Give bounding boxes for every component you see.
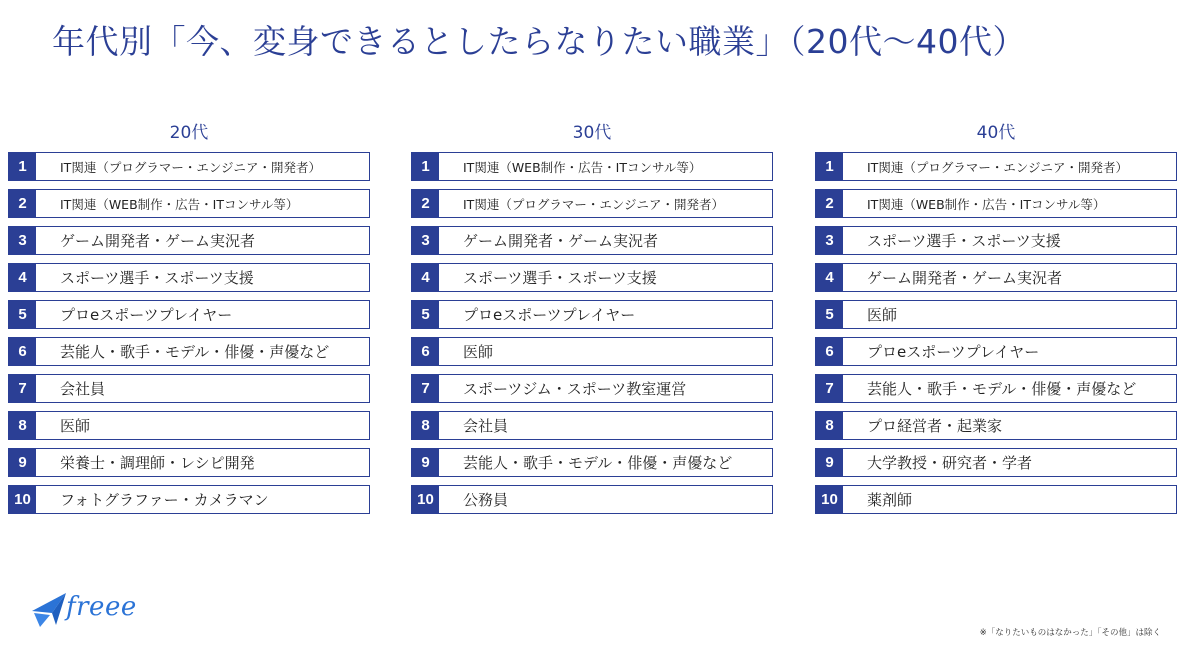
- ranking-row: [815, 189, 1177, 218]
- rank-badge: 7: [412, 375, 439, 402]
- job-label: IT関連（WEB制作・広告・ITコンサル等）: [60, 196, 299, 212]
- job-label: 医師: [867, 306, 898, 324]
- job-label: スポーツ選手・スポーツ支援: [867, 232, 1061, 250]
- rank-badge: 2: [9, 190, 36, 217]
- job-label: 芸能人・歌手・モデル・俳優・声優など: [60, 343, 330, 361]
- ranking-row: [815, 152, 1177, 181]
- ranking-row: [815, 300, 1177, 329]
- freee-logo: [30, 585, 137, 629]
- job-label: ゲーム開発者・ゲーム実況者: [463, 232, 659, 250]
- ranking-row: [8, 189, 370, 218]
- ranking-row: [8, 337, 370, 366]
- rank-badge: 3: [9, 227, 36, 254]
- ranking-row: [8, 152, 370, 181]
- ranking-list: [411, 152, 773, 514]
- job-label: IT関連（WEB制作・広告・ITコンサル等）: [867, 196, 1106, 212]
- job-label: ゲーム開発者・ゲーム実況者: [60, 232, 256, 250]
- ranking-row: [411, 300, 773, 329]
- logo-text: freee: [66, 592, 137, 622]
- ranking-row: [815, 485, 1177, 514]
- rank-badge: 10: [9, 486, 36, 513]
- rank-badge: 10: [412, 486, 439, 513]
- rank-badge: 10: [816, 486, 843, 513]
- ranking-row: [815, 263, 1177, 292]
- job-label: スポーツジム・スポーツ教室運営: [463, 380, 687, 398]
- column-heading: 40代: [976, 123, 1016, 143]
- job-label: 芸能人・歌手・モデル・俳優・声優など: [867, 380, 1137, 398]
- ranking-row: [411, 374, 773, 403]
- paper-plane-bird-icon: [30, 585, 70, 629]
- ranking-row: [411, 411, 773, 440]
- rank-badge: 1: [412, 153, 439, 180]
- ranking-row: [411, 152, 773, 181]
- rank-badge: 6: [412, 338, 439, 365]
- job-label: 芸能人・歌手・モデル・俳優・声優など: [463, 454, 733, 472]
- rank-badge: 8: [9, 412, 36, 439]
- column-30s: [411, 118, 773, 514]
- ranking-list: [815, 152, 1177, 514]
- column-heading: 30代: [572, 123, 612, 143]
- column-heading: 20代: [169, 123, 209, 143]
- rank-badge: 6: [9, 338, 36, 365]
- page-title: 年代別「今、変身できるとしたらなりたい職業」（20代～40代）: [52, 22, 1026, 61]
- job-label: 公務員: [463, 491, 509, 509]
- rank-badge: 5: [412, 301, 439, 328]
- rank-badge: 8: [816, 412, 843, 439]
- job-label: 会社員: [463, 417, 509, 435]
- job-label: 医師: [60, 417, 91, 435]
- rank-badge: 3: [816, 227, 843, 254]
- column-40s: [815, 118, 1177, 514]
- ranking-row: [815, 337, 1177, 366]
- rank-badge: 9: [9, 449, 36, 476]
- job-label: IT関連（プログラマー・エンジニア・開発者）: [60, 159, 322, 175]
- rank-badge: 5: [816, 301, 843, 328]
- job-label: フォトグラファー・カメラマン: [60, 491, 269, 509]
- rank-badge: 2: [816, 190, 843, 217]
- ranking-row: [8, 374, 370, 403]
- rank-badge: 8: [412, 412, 439, 439]
- job-label: IT関連（プログラマー・エンジニア・開発者）: [463, 196, 725, 212]
- rank-badge: 2: [412, 190, 439, 217]
- rank-badge: 5: [9, 301, 36, 328]
- column-20s: [8, 118, 370, 514]
- footnote: ※「なりたいものはなかった」「その他」は除く: [979, 628, 1161, 638]
- ranking-row: [8, 485, 370, 514]
- job-label: プロ経営者・起業家: [867, 417, 1003, 435]
- rank-badge: 9: [412, 449, 439, 476]
- ranking-row: [411, 189, 773, 218]
- rank-badge: 1: [816, 153, 843, 180]
- ranking-row: [8, 411, 370, 440]
- job-label: プロeスポーツプレイヤー: [463, 306, 636, 324]
- ranking-row: [8, 448, 370, 477]
- ranking-row: [411, 485, 773, 514]
- job-label: IT関連（プログラマー・エンジニア・開発者）: [867, 159, 1129, 175]
- rank-badge: 4: [9, 264, 36, 291]
- job-label: プロeスポーツプレイヤー: [867, 343, 1040, 361]
- job-label: 栄養士・調理師・レシピ開発: [60, 454, 255, 472]
- job-label: ゲーム開発者・ゲーム実況者: [867, 269, 1063, 287]
- rank-badge: 9: [816, 449, 843, 476]
- ranking-row: [815, 448, 1177, 477]
- ranking-row: [8, 300, 370, 329]
- rank-badge: 6: [816, 338, 843, 365]
- ranking-list: [8, 152, 370, 514]
- job-label: IT関連（WEB制作・広告・ITコンサル等）: [463, 159, 702, 175]
- job-label: 医師: [463, 343, 494, 361]
- rank-badge: 1: [9, 153, 36, 180]
- ranking-row: [411, 337, 773, 366]
- rank-badge: 7: [816, 375, 843, 402]
- ranking-row: [815, 374, 1177, 403]
- ranking-row: [411, 448, 773, 477]
- job-label: 会社員: [60, 380, 106, 398]
- ranking-row: [8, 226, 370, 255]
- ranking-row: [411, 263, 773, 292]
- job-label: スポーツ選手・スポーツ支援: [463, 269, 657, 287]
- ranking-row: [411, 226, 773, 255]
- rank-badge: 3: [412, 227, 439, 254]
- ranking-row: [815, 226, 1177, 255]
- job-label: 薬剤師: [867, 491, 913, 509]
- rank-badge: 4: [816, 264, 843, 291]
- ranking-row: [8, 263, 370, 292]
- job-label: プロeスポーツプレイヤー: [60, 306, 233, 324]
- ranking-row: [815, 411, 1177, 440]
- job-label: スポーツ選手・スポーツ支援: [60, 269, 254, 287]
- rank-badge: 4: [412, 264, 439, 291]
- job-label: 大学教授・研究者・学者: [867, 454, 1033, 472]
- rank-badge: 7: [9, 375, 36, 402]
